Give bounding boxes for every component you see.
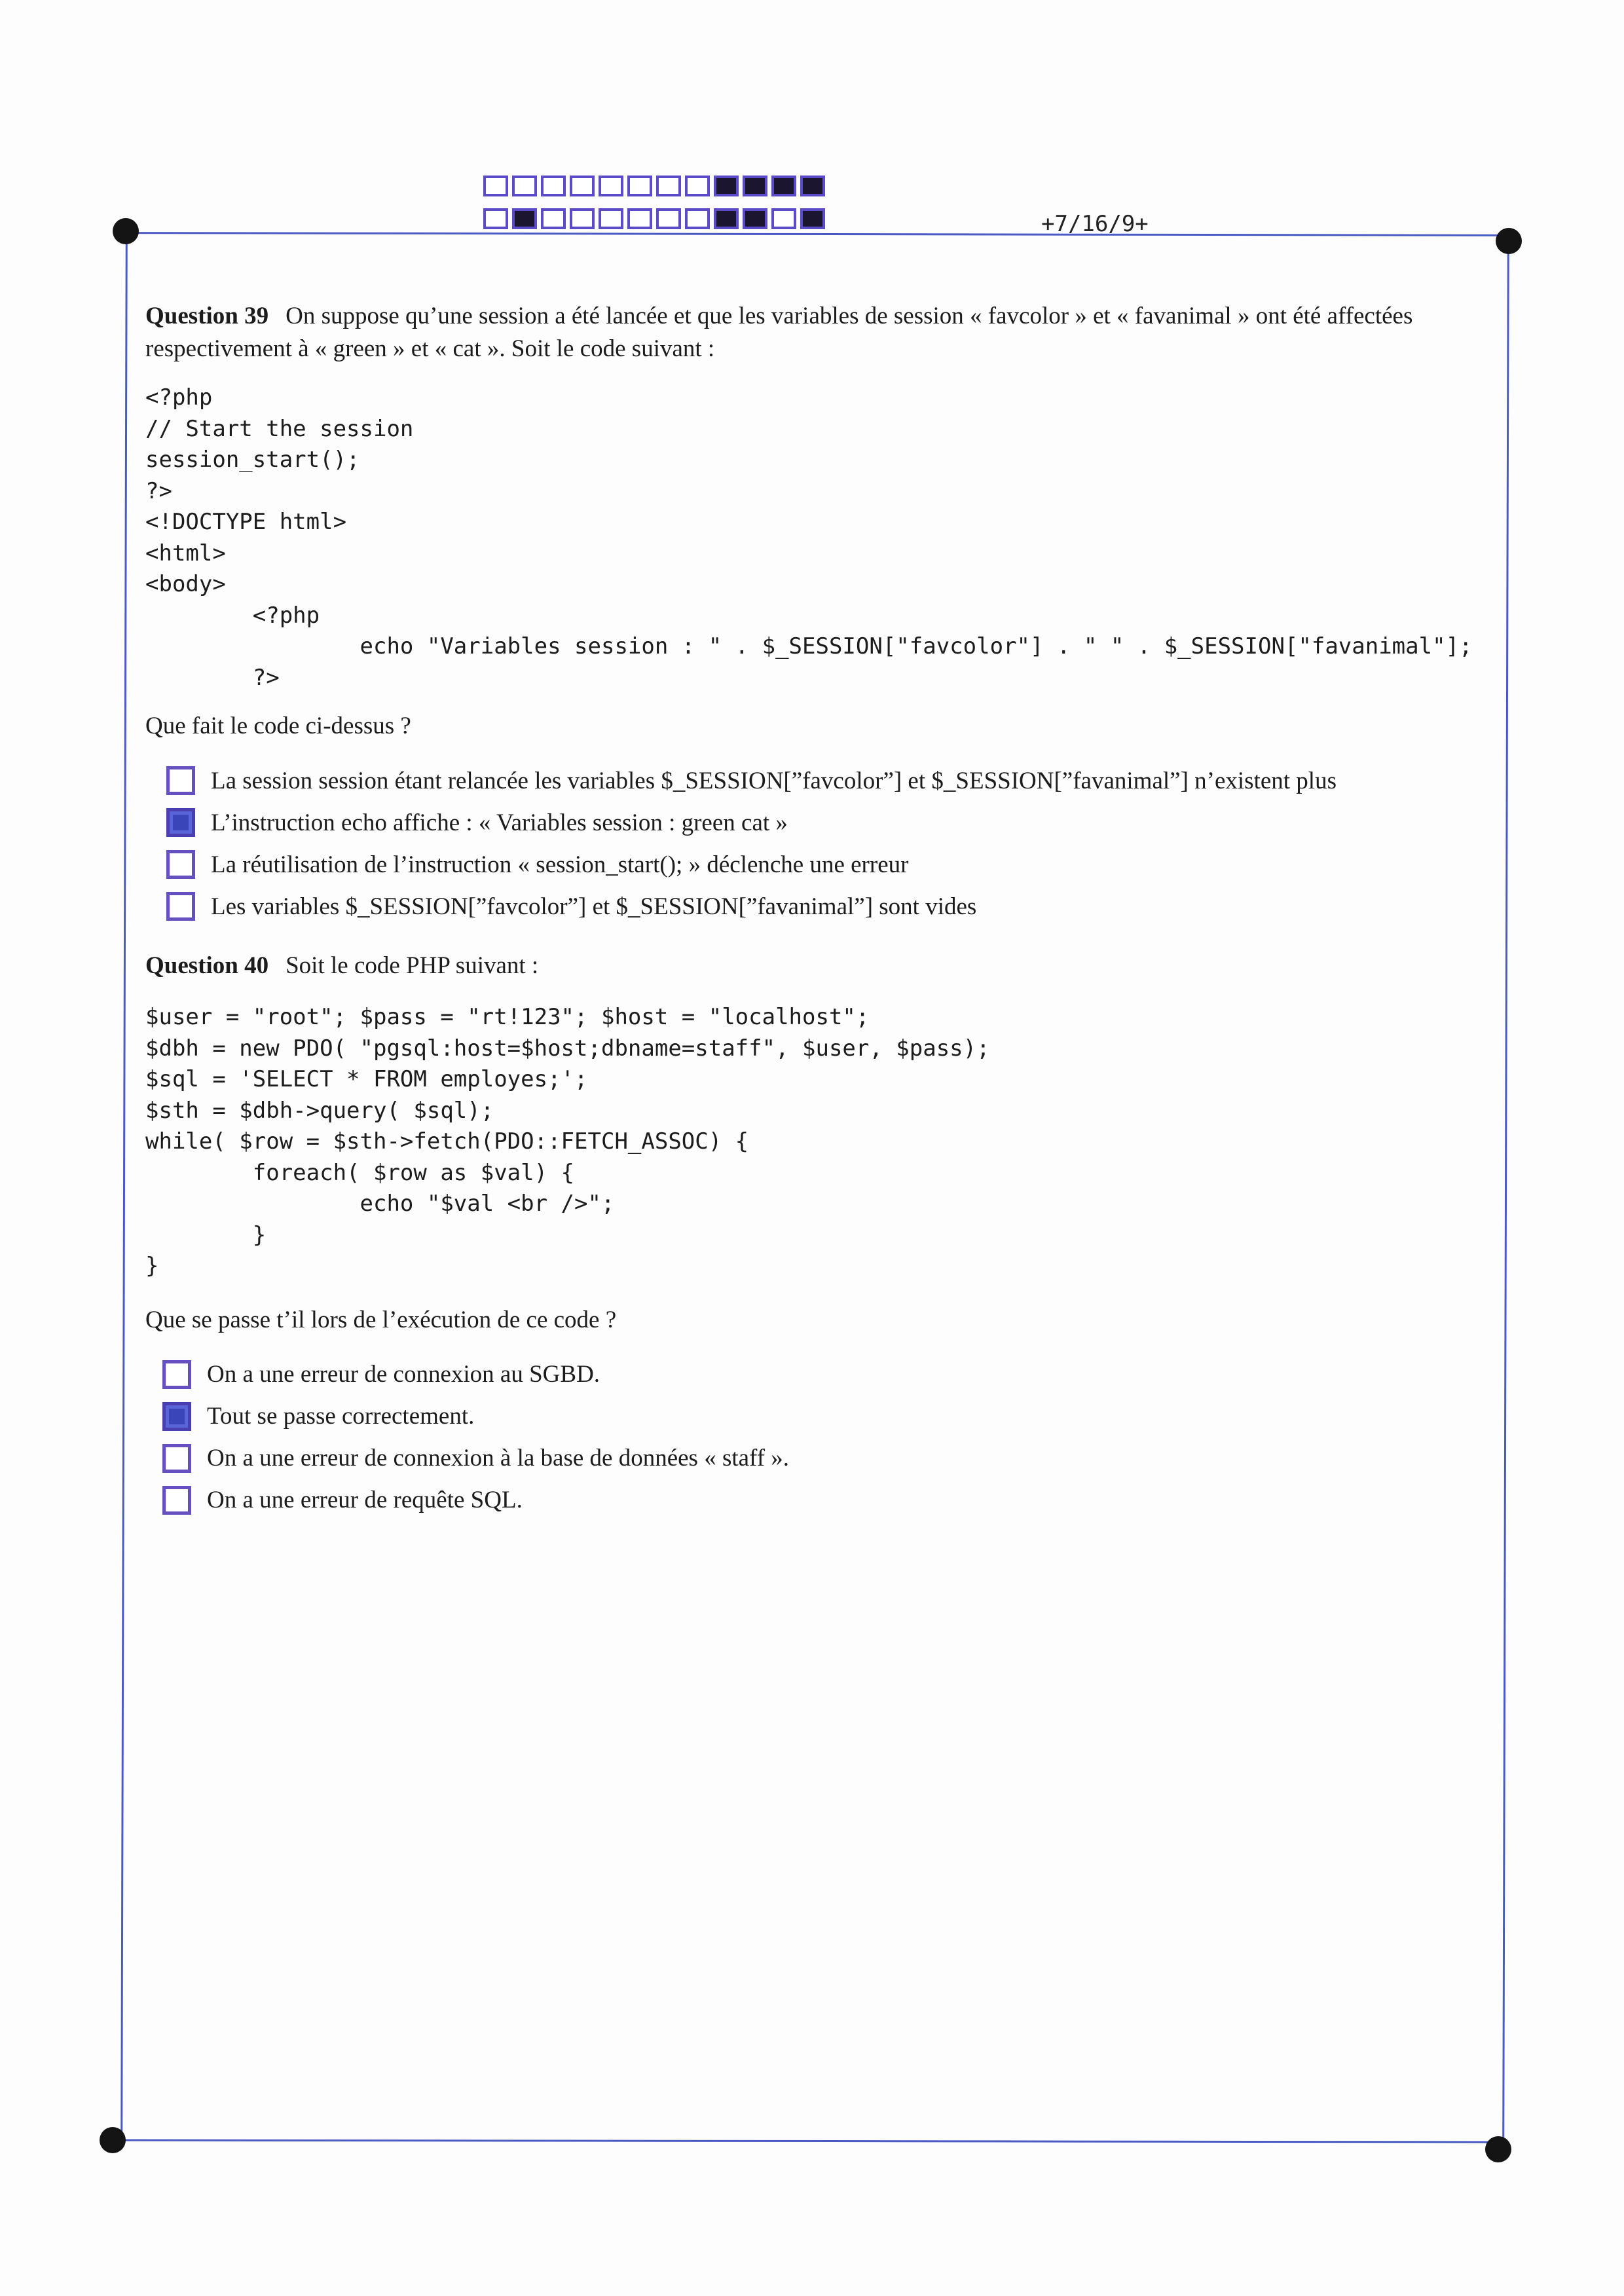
code-cell [599, 208, 623, 229]
code-cell [627, 176, 652, 196]
answer-label: La réutilisation de l’instruction « session_start(); » déclenche une erreur [211, 851, 909, 878]
checkbox[interactable] [162, 1486, 191, 1515]
frame-top-line [124, 232, 1506, 236]
question-sheet [145, 300, 1494, 1521]
answer-option[interactable] [166, 885, 1494, 927]
answer-option[interactable] [162, 1437, 1494, 1479]
answer-option[interactable] [166, 843, 1494, 885]
code-cell [512, 176, 537, 196]
frame-left-line [120, 236, 128, 2141]
question-40-code: $user = "root"; $pass = "rt!123"; $host = "localhost"; $dbh = new PDO( "pgsql:host=$host;dbname=staff", $user, $pass); $sql = 'SELECT * FROM employes;'; $sth = $dbh->query( $sql); while( $row = $sth->fetch(PDO::FETCH_ASSOC) { foreach( $row as $val) { echo "$val <br />"; } } [145, 1004, 990, 1279]
question-39 [145, 300, 1494, 927]
checkbox[interactable] [166, 892, 195, 921]
code-cell [656, 176, 681, 196]
checkbox[interactable] [162, 1360, 191, 1389]
code-cell [685, 176, 710, 196]
question-40-answers [145, 1354, 1494, 1521]
corner-mark-top-left [113, 218, 139, 244]
checkbox[interactable] [162, 1444, 191, 1473]
question-39-prompt: Que fait le code ci-dessus ? [145, 713, 411, 739]
answer-label: On a une erreur de connexion au SGBD. [207, 1361, 600, 1388]
answer-option[interactable] [162, 1396, 1494, 1437]
frame-bottom-line [111, 2139, 1500, 2143]
code-cell [743, 176, 767, 196]
code-cell [483, 176, 508, 196]
answer-label: L’instruction echo affiche : « Variables session : green cat » [211, 809, 788, 836]
question-39-answers [145, 760, 1494, 927]
answer-label: On a une erreur de connexion à la base de données « staff ». [207, 1445, 790, 1472]
frame-right-line [1502, 242, 1509, 2148]
code-cell [800, 208, 825, 229]
code-cell [570, 176, 595, 196]
code-cell [771, 176, 796, 196]
code-cell [685, 208, 710, 229]
question-40-text: Soit le code PHP suivant : [286, 952, 539, 979]
question-40-statement [145, 950, 1494, 982]
page-id: +7/16/9+ [1041, 211, 1149, 237]
answer-label: Les variables $_SESSION[”favcolor”] et $_SESSION[”favanimal”] sont vides [211, 893, 977, 920]
answer-label: On a une erreur de requête SQL. [207, 1487, 523, 1513]
answer-label: La session session étant relancée les variables $_SESSION[”favcolor”] et $_SESSION[”favanimal”] n’existent plus [211, 767, 1337, 794]
code-cell [599, 176, 623, 196]
code-cell [541, 176, 566, 196]
question-40 [145, 950, 1494, 1521]
question-39-statement [145, 300, 1494, 365]
binary-code-row-2 [483, 208, 829, 229]
question-39-text: On suppose qu’une session a été lancée et que les variables de session « favcolor » et « favanimal » ont été affectées respectivement à « green » et « cat ». Soit le code suivant : [145, 303, 1413, 362]
checkbox[interactable] [166, 850, 195, 879]
code-cell [627, 208, 652, 229]
code-cell [714, 208, 739, 229]
question-40-title: Question 40 [145, 952, 269, 979]
code-cell [714, 176, 739, 196]
answer-option[interactable] [166, 760, 1494, 802]
code-cell [800, 176, 825, 196]
code-cell [512, 208, 537, 229]
code-cell [541, 208, 566, 229]
answer-option[interactable] [162, 1354, 1494, 1396]
binary-code-row-1 [483, 176, 829, 196]
checkbox[interactable] [162, 1402, 191, 1431]
code-cell [570, 208, 595, 229]
checkbox[interactable] [166, 808, 195, 837]
code-cell [743, 208, 767, 229]
corner-mark-bottom-right [1485, 2136, 1511, 2162]
answer-option[interactable] [166, 802, 1494, 843]
question-39-code: <?php // Start the session session_start(); ?> <!DOCTYPE html> <html> <body> <?php echo "Variables session : " . $_SESSION["favcolor"] . " " . $_SESSION["favanimal"]; ?> [145, 384, 1473, 691]
question-39-title: Question 39 [145, 303, 269, 329]
checkbox[interactable] [166, 766, 195, 795]
answer-option[interactable] [162, 1479, 1494, 1521]
corner-mark-top-right [1496, 228, 1522, 254]
code-cell [483, 208, 508, 229]
code-cell [656, 208, 681, 229]
corner-mark-bottom-left [100, 2127, 126, 2153]
answer-label: Tout se passe correctement. [207, 1403, 475, 1430]
code-cell [771, 208, 796, 229]
question-40-prompt: Que se passe t’il lors de l’exécution de ce code ? [145, 1306, 617, 1333]
